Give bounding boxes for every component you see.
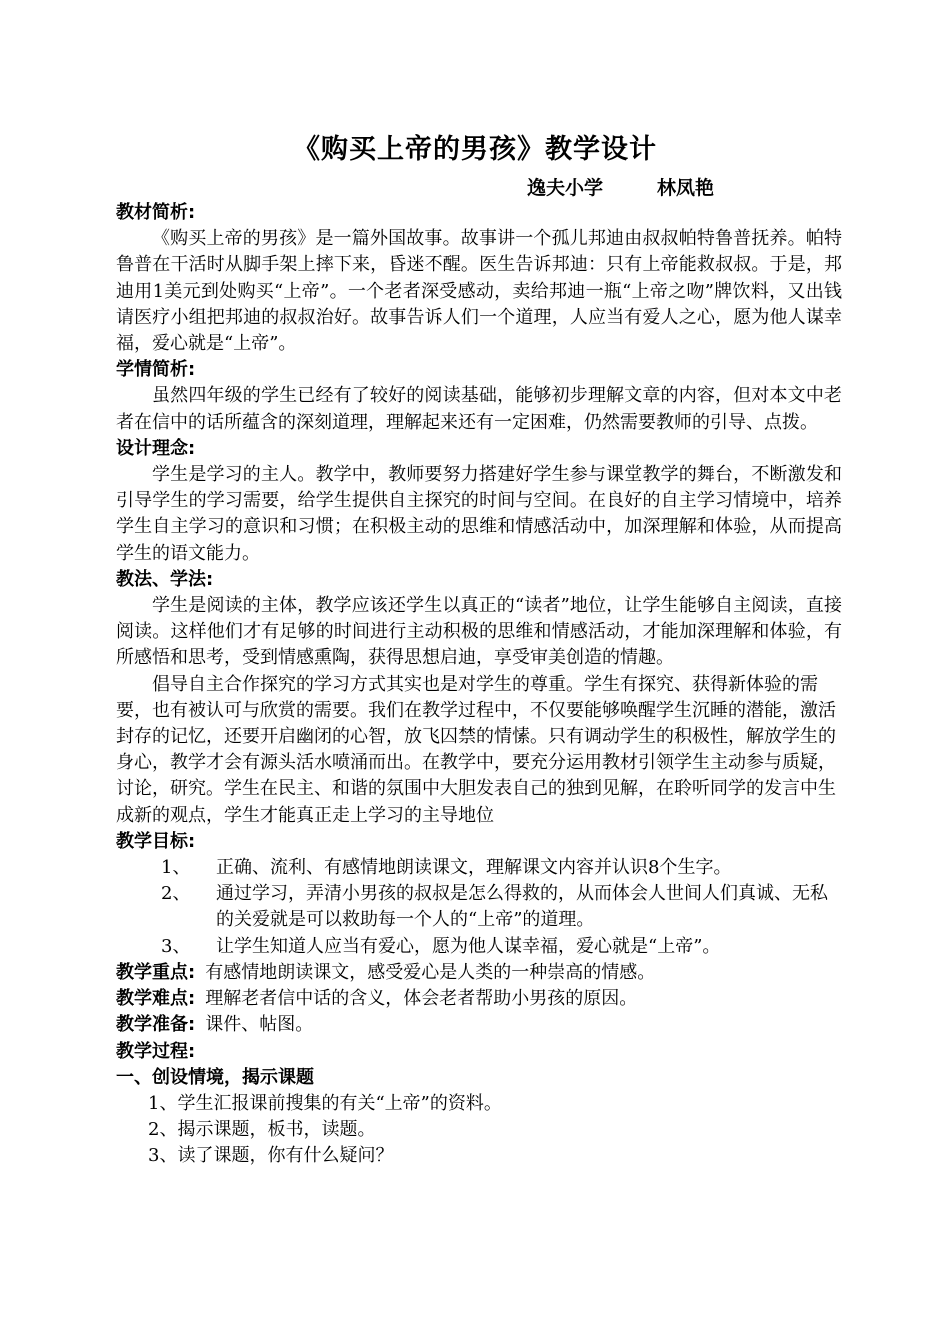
goal-text: 通过学习，弄清小男孩的叔叔是怎么得救的，从而体会人世间人们真诚、无私的关爱就是可以救助每一个人的“上帝”的道理。 bbox=[216, 883, 828, 931]
heading-students: 学情简析: bbox=[116, 359, 196, 381]
paragraph-methods-1: 学生是阅读的主体，教学应该还学生以真正的“读者”地位，让学生能够自主阅读，直接阅读。这样他们才有足够的时间进行主动积极的思维和情感活动，才能加深理解和体验，有所感悟和思考，受到情感熏陶，获得思想启迪，享受审美创造的情趣。 bbox=[116, 595, 842, 669]
preparation-row bbox=[116, 1012, 842, 1038]
author-name: 林凤艳 bbox=[657, 177, 715, 199]
heading-material: 教材简析: bbox=[116, 202, 196, 223]
preparation-text: 课件、帖图。 bbox=[205, 1014, 314, 1036]
heading-goals: 教学目标: bbox=[116, 830, 196, 852]
goal-item bbox=[116, 855, 842, 881]
heading-key: 教学重点: bbox=[116, 961, 196, 983]
goal-number: 3、 bbox=[161, 935, 191, 957]
process-step: 2、揭示课题，板书，读题。 bbox=[148, 1119, 376, 1141]
difficulty-text: 理解老者信中话的含义，体会老者帮助小男孩的原因。 bbox=[205, 988, 638, 1010]
author-school: 逸夫小学 bbox=[527, 177, 604, 199]
heading-methods: 教法、学法: bbox=[116, 568, 214, 590]
paragraph-methods-2: 倡导自主合作探究的学习方式其实也是对学生的尊重。学生有探究、获得新体验的需要，也有被认可与欣赏的需要。我们在教学过程中，不仅要能够唤醒学生沉睡的潜能，激活封存的记忆，还要开启幽闭的心智，放飞囚禁的情愫。只有调动学生的积极性，解放学生的身心，教学才会有源头活水喷涌而出。在教学中，要充分运用教材引领学生主动参与质疑，讨论，研究。学生在民主、和谐的氛围中大胆发表自己的独到见解，在聆听同学的发言中生成新的观点，学生才能真正走上学习的主导地位 bbox=[116, 673, 836, 826]
process-step: 1、学生汇报课前搜集的有关“上帝”的资料。 bbox=[148, 1092, 502, 1114]
goal-number: 2、 bbox=[161, 883, 191, 905]
document-title: 《购买上帝的男孩》教学设计 bbox=[293, 134, 657, 165]
document-body bbox=[116, 200, 842, 1170]
paragraph-material: 《购买上帝的男孩》是一篇外国故事。故事讲一个孤儿邦迪由叔叔帕特鲁普抚养。帕特鲁普在干活时从脚手架上摔下来，昏迷不醒。医生告诉邦迪：只有上帝能救叔叔。于是，邦迪用1美元到处购买“上帝”。一个老者深受感动，卖给邦迪一瓶“上帝之吻”牌饮料，又出钱请医疗小组把邦迪的叔叔治好。故事告诉人们一个道理，人应当有爱人之心，愿为他人谋幸福，爱心就是“上帝”。 bbox=[116, 228, 842, 355]
goal-text: 让学生知道人应当有爱心，愿为他人谋幸福，爱心就是“上帝”。 bbox=[216, 935, 721, 957]
heading-process-part1: 一、创设情境，揭示课题 bbox=[116, 1066, 314, 1088]
paragraph-students: 虽然四年级的学生已经有了较好的阅读基础，能够初步理解文章的内容，但对本文中老者在信中的话所蕴含的深刻道理，理解起来还有一定困难，仍然需要教师的引导、点拨。 bbox=[116, 385, 842, 433]
heading-process: 教学过程: bbox=[116, 1040, 196, 1062]
heading-prep: 教学准备: bbox=[116, 1014, 196, 1036]
difficulty-row bbox=[116, 986, 842, 1012]
process-step: 3、读了课题，你有什么疑问？ bbox=[148, 1145, 394, 1167]
goal-item bbox=[116, 934, 842, 960]
key-point-row bbox=[116, 960, 842, 986]
paragraph-concept: 学生是学习的主人。教学中，教师要努力搭建好学生参与课堂教学的舞台，不断激发和引导学生的学习需要，给学生提供自主探究的时间与空间。在良好的自主学习情境中，培养学生自主学习的意识和习惯；在积极主动的思维和情感活动中，加深理解和体验，从而提高学生的语文能力。 bbox=[116, 464, 842, 564]
author-line bbox=[527, 175, 714, 201]
goal-text: 正确、流利、有感情地朗读课文，理解课文内容并认识8个生字。 bbox=[216, 857, 732, 879]
heading-concept: 设计理念: bbox=[116, 437, 196, 459]
heading-difficulty: 教学难点: bbox=[116, 988, 196, 1010]
goal-item bbox=[116, 881, 842, 933]
key-point-text: 有感情地朗读课文，感受爱心是人类的一种崇高的情感。 bbox=[205, 961, 656, 983]
goal-number: 1、 bbox=[161, 857, 191, 879]
